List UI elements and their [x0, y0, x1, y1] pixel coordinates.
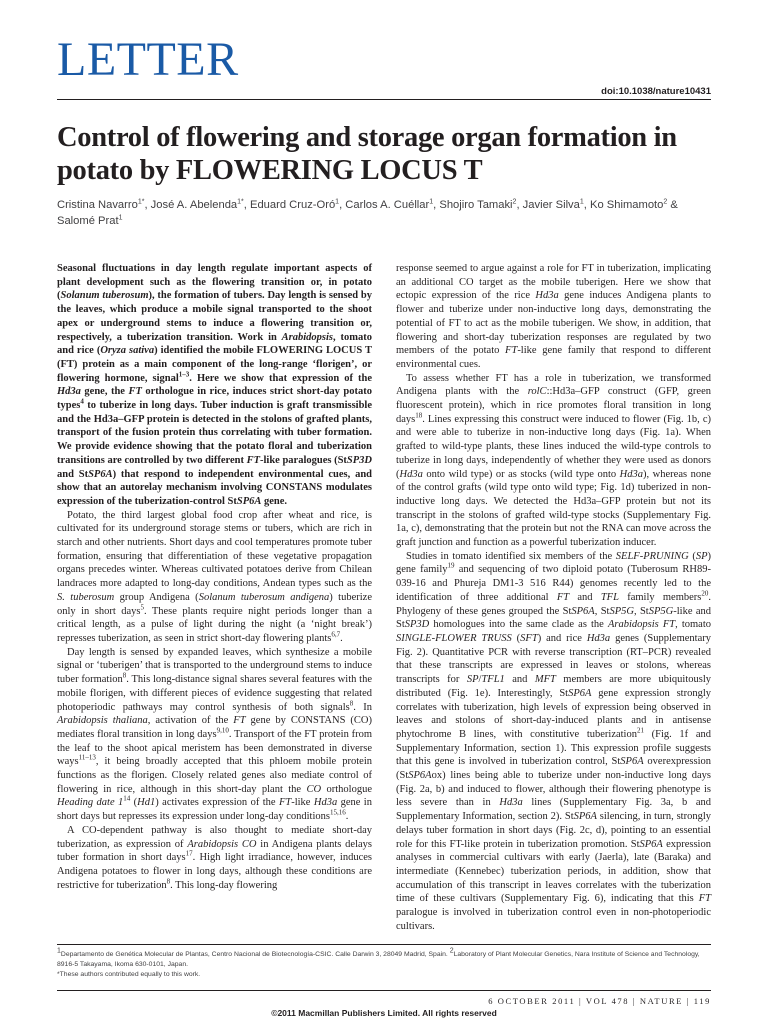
body-paragraph-4: response seemed to argue against a role for FT in tuberization, implicating an additional CO target as the mobile tuberigen. Here we show that ectopic expression of the rice Hd3a gene induces Andigena plants to flower and tuberize under non-inductive long days, demonstrating the potential of FT to act as the mobile tuberigen. We show, in addition, that flowering and short-day tuberization responses are regulated by two members of the potato FT-like gene family that respond to different environmental cues.	[396, 263, 711, 370]
abstract: Seasonal fluctuations in day length regulate important aspects of plant development such as the flowering transition or, in potato (Solanum tuberosum), the formation of tubers. Day length is sensed by the leaves, which produce a mobile signal transported to the shoot apex or underground stems to induce a flowering transition or, respectively, a tuberization transition. Work in Arabidopsis, tomato and rice (Oryza sativa) identified the mobile FLOWERING LOCUS T (FT) protein as a main component of the long-range ‘florigen’, or flowering hormone, signal$^{1-3}$. Here we show that expression of the Hd3a gene, the FT orthologue in rice, induces strict short-day potato types$^4$ to tuberize in long days. Tuber induction is graft transmissible and the Hd3a–GFP protein is detected in the stolons of grafted plants, transport of the fusion protein thus correlating with tuber formation. We provide evidence showing that the potato floral and tuberization transitions are controlled by two different FT-like paralogues (StSP3D and StSP6A) that respond to independent environmental cues, and show that an autorelay mechanism involving CONSTANS modulates expression of the tuberization-control StSP6A gene.	[57, 263, 373, 507]
left-column	[57, 262, 372, 892]
author-name: Javier Silva	[522, 199, 580, 211]
author-affiliation-marker: 1*	[137, 198, 145, 206]
author-name: José A. Abelenda	[150, 199, 238, 211]
body-paragraph-5: To assess whether FT has a role in tuberization, we transformed Andigena plants with the rolC::Hd3a–GFP construct (GFP, green fluorescent protein), which in rice promotes floral transition in long days$^{18}$. Lines expressing this construct were induced to flower (Fig. 1b, c) and were able to tuberize in non-inductive long days (Fig. 1a). When grafted to wild-type plants, these lines induced the wild-type controls to tuberize in long days, independently of whether they were used as donors (Hd3a onto wild type) or as stocks (wild type onto Hd3a), whereas none of the control grafts (wild type onto wild type; Fig. 1d) tuberized in non-inductive long days. We detected the Hd3a–GFP protein but not its transcript in the stolons of grafted wild-type stocks (Supplementary Fig. 1a, c), demonstrating that the protein but not the RNA can move across the graft junction and function as a powerful tuberization inducer.	[396, 372, 711, 549]
author-affiliation-marker: 1	[579, 198, 584, 206]
affiliations: $^1$Departamento de Genética Molecular de Plantas, Centro Nacional de Biotecnología-CSIC. Calle Darwin 3, 28049 Madrid, Spain. $^2$Laboratory of Plant Molecular Genetics, Nara Institute of Science and Technology, 8916-5 Takayama, Ikoma 630-0101, Japan.	[57, 947, 700, 968]
body-paragraph-2: Day length is sensed by expanded leaves, which synthesize a mobile signal or ‘tuberigen’ that is transported to the underground stems to induce tuber formation$^8$. This long-distance signal shares several features with the mobile florigen, with different pieces of evidence suggesting that related photoperiodic pathways may control synthesis of both signals$^8$. In Arabidopsis thaliana, activation of the FT gene by CONSTANS (CO) mediates floral transition in long days$^{9,10}$. Transport of the FT protein from the leaf to the shoot apical meristem has been demonstrated in diverse ways$^{11-13}$, it being broadly accepted that this phloem mobile protein functions as the florigen. Closely related genes also mediate control of flowering in rice, although in this short-day plant the CO orthologue Heading date $1^{14}$ (Hd1) activates expression of the FT-like Hd3a gene in short days but represses its expression under long-day conditions$^{15,16}$.	[57, 646, 372, 823]
body-paragraph-3: A CO-dependent pathway is also thought to mediate short-day tuberization, as expression of Arabidopsis CO in Andigena plants delays tuber formation in short days$^{17}$. High light irradiance, however, induces Andigena potatoes to flower in long days, although these conditions are restrictive for tuberization$^8$. This long-day flowering	[57, 824, 372, 891]
author-affiliation-marker: 1	[118, 214, 123, 222]
author-name: Cristina Navarro	[57, 199, 138, 211]
body-paragraph-1: Potato, the third largest global food crop after wheat and rice, is cultivated for its underground storage stems or tubers, which are rich in starch and other nutrients. Short days and cool temperatures promote tuber formation, ensuring that differentiation of these vegetative propagation organs precedes winter. Whereas cultivated potatoes derive from Chilean landraces more adapted to long-day conditions, Andean types such as the S. tuberosum group Andigena (Solanum tuberosum andigena) tuberize only in short days$^5$. These plants require night periods longer than a critical length, as a pulse of light during the night (a ‘night break’) represses tuberization, as seen in strict short-day flowering plants$^{6,7}$.	[57, 509, 372, 644]
author-affiliation-marker: 1	[335, 198, 340, 206]
copyright: ©2011 Macmillan Publishers Limited. All rights reserved	[271, 1008, 497, 1018]
author-name: Salomé Prat	[57, 215, 119, 227]
body-paragraph-6: Studies in tomato identified six members of the SELF-PRUNING (SP) gene family$^{19}$ and sequencing of two diploid potato (Tuberosum RH89-039-16 and Phureja DM1-3 516 R44) genomes recently led to the identification of three additional FT and TFL family members$^{20}$. Phylogeny of these genes grouped the StSP6A, StSP5G, StSP5G-like and StSP3D homologues into the same clade as the Arabidopsis FT, tomato SINGLE-FLOWER TRUSS (SFT) and rice Hd3a genes (Supplementary Fig. 2). Quantitative PCR with reverse transcription (RT–PCR) revealed that these transcripts are expressed in leaves or stolons, whereas transcripts for SP/TFL1 and MFT members are more ubiquitously distributed (Fig. 1e). Interestingly, StSP6A gene expression strongly correlates with tuberization, high levels of expression being observed in leaves and stolons of short-day-induced plants and in antisense phytochrome B lines, with constitutive tuberization$^{21}$ (Fig. 1f and Supplementary Information, section 1). This expression profile suggests that this gene is involved in tuberization control, StSP6A overexpression (StSP6Aox) lines being able to tuberize under non-inductive long days (Fig. 2a, b) and induced to flower, although their flowering phenotype is less severe than in Hd3a lines (Supplementary Fig. 3a, b and Supplementary Information, section 2). StSP6A silencing, in turn, strongly delays tuber formation in short days (Fig. 2c, d), pointing to an essential role for this FT-like protein in tuberization promotion. StSP6A expression analyses in commercial cultivars with early (Jaerla), late (Baraka) and intermediate (Kennebec) tuberization periods, in addition, show that accumulation of this transcript in leaves correlates with the tuberization time of these cultivars (Supplementary Fig. 6), indicating that this FT paralogue is involved in tuberization control even in non-photoperiodic cultivars.	[396, 550, 712, 932]
author-name: Carlos A. Cuéllar	[345, 199, 430, 211]
issue-info: 6 OCTOBER 2011 | VOL 478 | NATURE | 119	[488, 996, 711, 1006]
author-affiliation-marker: 2	[512, 198, 517, 206]
author-affiliation-marker: 1*	[237, 198, 244, 206]
footnotes	[57, 947, 711, 980]
author-name: Eduard Cruz-Oró	[249, 199, 336, 211]
author-name: Shojiro Tamaki	[439, 199, 513, 211]
author-affiliation-marker: 1	[429, 198, 434, 206]
author-name: Ko Shimamoto	[590, 199, 664, 211]
footer-rule	[57, 990, 711, 991]
header-rule	[57, 99, 711, 100]
author-affiliation-marker: 2	[663, 198, 668, 206]
equal-contribution-note: *These authors contributed equally to this work.	[57, 971, 201, 978]
author-list: Cristina Navarro$^{1*}$, José A. Abelenda$^{1*}$, Eduard Cruz-Oró$^1$, Carlos A. Cuéllar$^1$, Shojiro Tamaki$^2$, Javier Silva$^1$, Ko Shimamoto$^2$ & Salomé Prat$^1$	[57, 198, 678, 227]
doi[interactable]: doi:10.1038/nature10431	[601, 86, 711, 97]
section-label: LETTER	[57, 33, 239, 86]
right-column	[396, 262, 711, 933]
article-title: Control of flowering and storage organ formation in potato by FLOWERING LOCUS T	[57, 122, 677, 186]
footnote-rule	[57, 944, 711, 945]
